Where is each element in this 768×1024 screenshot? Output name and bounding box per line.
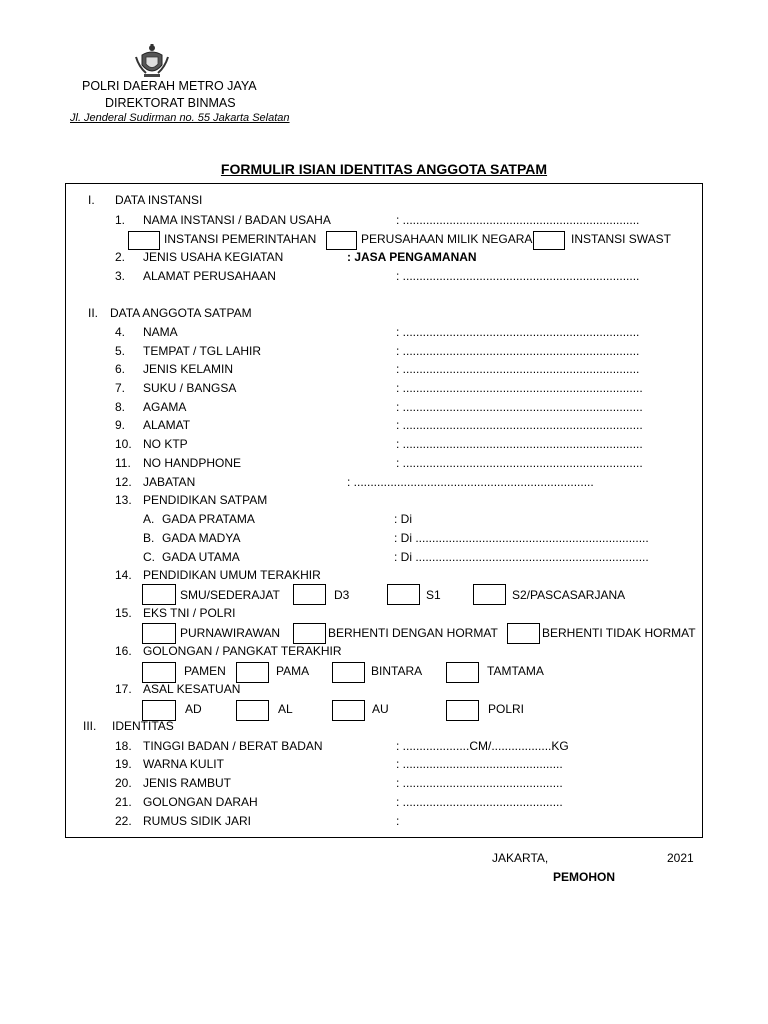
field-number: 10. [115,437,132,451]
field-number: 4. [115,325,126,339]
org-name: POLRI DAERAH METRO JAYA [82,79,257,93]
field-value: : ........................................................................ [396,400,643,414]
section-number: I. [88,193,95,207]
field-value: : ........................................................................ [347,475,594,489]
field-label: EKS TNI / POLRI [143,606,236,620]
section-number: II. [88,306,99,320]
field-label: SUKU / BANGSA [143,381,237,395]
option-label: INSTANSI SWAST [571,232,672,246]
field-number: 12. [115,475,132,489]
gada-letter: C. [143,550,155,564]
option-label: BERHENTI TIDAK HORMAT [542,626,696,640]
gada-value: : Di ...................................................................... [394,531,649,545]
checkbox[interactable] [332,662,365,683]
field-number: 5. [115,344,126,358]
option-label: AL [278,702,293,716]
field-label: RUMUS SIDIK JARI [143,814,252,828]
field-value: : ........................................................................ [396,418,643,432]
org-directorate: DIREKTORAT BINMAS [105,96,236,110]
field-number: 13. [115,493,132,507]
option-label: PERUSAHAAN MILIK NEGARA [361,232,533,246]
section-number: III. [83,719,97,733]
field-label: AGAMA [143,400,187,414]
form-title: FORMULIR ISIAN IDENTITAS ANGGOTA SATPAM [220,161,548,177]
field-value: : ................................................ [396,795,563,809]
field-label: JENIS KELAMIN [143,362,234,376]
field-value: : ....................................................................... [396,344,640,358]
field-label: GOLONGAN / PANGKAT TERAKHIR [143,644,342,658]
option-label: S2/PASCASARJANA [512,588,626,602]
option-label: BINTARA [371,664,423,678]
checkbox[interactable] [293,623,326,644]
option-label: PURNAWIRAWAN [180,626,280,640]
field-label: PENDIDIKAN SATPAM [143,493,268,507]
field-value: : JASA PENGAMANAN [347,250,477,264]
field-label: WARNA KULIT [143,757,224,771]
field-value: : ................................................ [396,757,563,771]
checkbox[interactable] [533,231,565,250]
gada-value: : Di ...................................................................... [394,550,649,564]
field-value: : ....................................................................... [396,362,640,376]
field-label: JENIS USAHA KEGIATAN [143,250,284,264]
field-label: PENDIDIKAN UMUM TERAKHIR [143,568,321,582]
field-label: GOLONGAN DARAH [143,795,258,809]
option-label: PAMA [276,664,310,678]
field-number: 8. [115,400,126,414]
option-label: AD [185,702,202,716]
field-number: 6. [115,362,126,376]
field-value: : ....................................................................... [396,325,640,339]
checkbox[interactable] [128,231,160,250]
checkbox[interactable] [473,584,506,605]
field-number: 21. [115,795,132,809]
field-label: ALAMAT PERUSAHAAN [143,269,276,283]
field-value: : ....................CM/..................KG [396,739,569,753]
checkbox[interactable] [142,662,176,683]
option-label: AU [372,702,389,716]
gada-label: GADA MADYA [162,531,241,545]
option-label: S1 [426,588,441,602]
field-number: 1. [115,213,126,227]
option-label: D3 [334,588,350,602]
field-value: : ........................................................................ [396,381,643,395]
signature-year: 2021 [667,851,694,865]
field-label: NO HANDPHONE [143,456,242,470]
field-number: 9. [115,418,126,432]
field-value: : ........................................................................ [396,437,643,451]
option-label: TAMTAMA [487,664,544,678]
field-label: NAMA INSTANSI / BADAN USAHA [143,213,331,227]
field-label: TEMPAT / TGL LAHIR [143,344,262,358]
gada-letter: B. [143,531,155,545]
option-label: PAMEN [184,664,226,678]
checkbox[interactable] [142,623,176,644]
gada-letter: A. [143,512,155,526]
field-number: 15. [115,606,132,620]
field-label: ALAMAT [143,418,191,432]
field-value: : ....................................................................... [396,213,640,227]
checkbox[interactable] [446,662,479,683]
gada-label: GADA UTAMA [162,550,240,564]
field-label: NO KTP [143,437,188,451]
signature-label: PEMOHON [553,870,616,884]
option-label: SMU/SEDERAJAT [180,588,280,602]
field-label: ASAL KESATUAN [143,682,241,696]
field-number: 3. [115,269,126,283]
checkbox[interactable] [236,662,269,683]
gada-label: GADA PRATAMA [162,512,255,526]
checkbox[interactable] [236,700,269,721]
checkbox[interactable] [446,700,479,721]
field-number: 14. [115,568,132,582]
checkbox[interactable] [142,584,176,605]
field-value: : [396,814,400,828]
field-label: JABATAN [143,475,196,489]
section-heading: DATA ANGGOTA SATPAM [110,306,252,320]
field-label: JENIS RAMBUT [143,776,232,790]
org-address: Jl. Jenderal Sudirman no. 55 Jakarta Selatan [70,112,290,124]
field-number: 22. [115,814,132,828]
checkbox[interactable] [326,231,357,250]
signature-city: JAKARTA, [492,851,549,865]
option-label: POLRI [488,702,525,716]
field-number: 11. [115,456,131,470]
gada-value: : Di [394,512,412,526]
checkbox[interactable] [293,584,326,605]
field-value: : ........................................................................ [396,456,643,470]
field-label: TINGGI BADAN / BERAT BADAN [143,739,323,753]
field-label: NAMA [143,325,178,339]
field-number: 17. [115,682,132,696]
checkbox[interactable] [332,700,365,721]
section-heading: DATA INSTANSI [115,193,203,207]
checkbox[interactable] [387,584,420,605]
option-label: BERHENTI DENGAN HORMAT [328,626,498,640]
field-number: 18. [115,739,132,753]
option-label: INSTANSI PEMERINTAHAN [164,232,317,246]
checkbox[interactable] [507,623,540,644]
field-number: 20. [115,776,132,790]
checkbox[interactable] [142,700,176,721]
section-heading: IDENTITAS [112,719,174,733]
field-number: 19. [115,757,132,771]
field-number: 7. [115,381,126,395]
field-value: : ....................................................................... [396,269,640,283]
field-value: : ................................................ [396,776,563,790]
field-number: 2. [115,250,126,264]
field-number: 16. [115,644,132,658]
polri-emblem-icon [134,43,170,79]
